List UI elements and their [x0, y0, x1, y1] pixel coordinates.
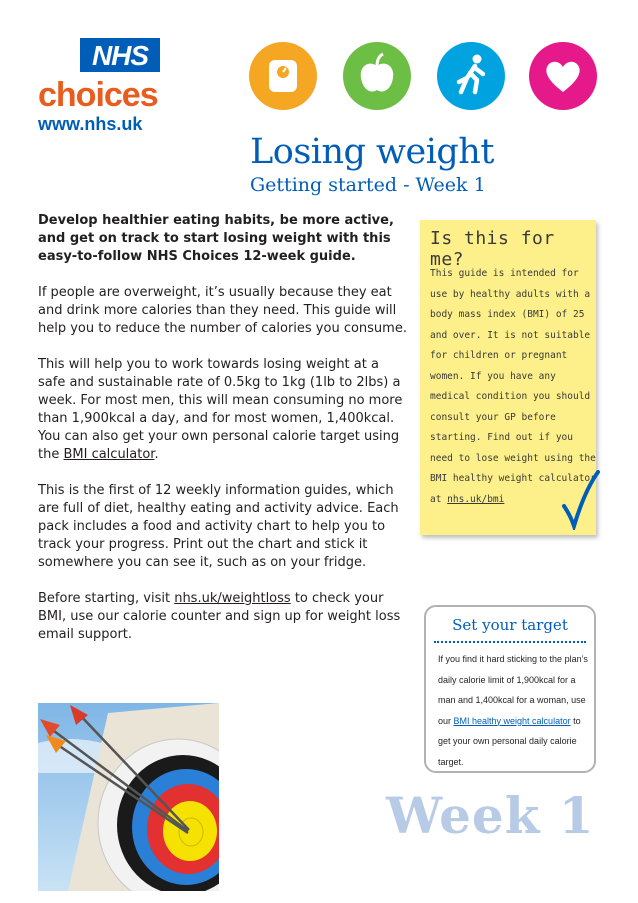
page-title: Losing weight [250, 132, 494, 172]
running-person-icon [437, 42, 505, 110]
target-title: Set your target [452, 616, 568, 634]
paragraph-before-starting-end: to check your BMI, use our calorie counter and sign up for weight loss email support. [38, 591, 401, 642]
checkmark-icon [560, 470, 600, 530]
paragraph-weight-rate-text: This will help you to work towards losing weight at a safe and sustainable rate of 0.5kg to 1kg (1lb to 2lbs) a week. For most men, this will mean consuming no more than 1,900kcal a day, and for most women, 1,400kcal. You can also get your own personal calorie target using the [38, 357, 403, 462]
paragraph-weight-rate [38, 356, 410, 464]
nhs-logo-text: NHS [91, 40, 149, 71]
week-label: Week 1 [386, 786, 595, 845]
lead-paragraph: Develop healthier eating habits, be more active, and get on track to start losing weight with this easy-to-follow NHS Choices 12-week guide. [38, 213, 394, 264]
page-subtitle: Getting started - Week 1 [250, 174, 486, 196]
paragraph-overweight: If people are overweight, it’s usually because they eat and drink more calories than they need. This guide will help you to reduce the number of calories you consume. [38, 285, 407, 336]
bmi-healthy-weight-calculator-link[interactable]: BMI healthy weight calculator [453, 715, 571, 726]
apple-icon [343, 42, 411, 110]
bmi-link[interactable]: nhs.uk/bmi [447, 493, 505, 505]
dotted-divider [434, 641, 586, 643]
paragraph-before-starting-text: Before starting, visit [38, 591, 175, 606]
nhs-logo-box [80, 38, 160, 72]
is-this-for-me-note [420, 220, 596, 535]
paragraph-weekly-guides: This is the first of 12 weekly information guides, which are full of diet, healthy eating and activity advice. Each pack includes a food and activity chart to help you to track your progress. Print out the chart and stick it somewhere you can see it, such as on your fridge. [38, 483, 399, 570]
set-your-target-box [424, 605, 596, 773]
heart-icon [529, 42, 597, 110]
scales-icon [249, 42, 317, 110]
target-arrows-photo [38, 703, 219, 891]
choices-logo-text: choices [38, 76, 158, 114]
body-text [38, 212, 410, 662]
target-body: If you find it hard sticking to the plan’s daily calorie limit of 1,900kcal for a man and 1,400kcal for a woman, use our [438, 654, 588, 726]
target-body-end: to get your own personal daily calorie target. [438, 715, 581, 767]
note-body: This guide is intended for use by healthy adults with a body mass index (BMI) of 25 and over. It is not suitable for children or pregnant women. If you have any medical condition you should consult your GP before starting. Find out if you need to lose weight using the BMI healthy weight calculator at [430, 268, 596, 505]
weightloss-link[interactable]: nhs.uk/weightloss [174, 591, 291, 606]
note-title: Is this for me? [430, 228, 555, 270]
bmi-calculator-link[interactable]: BMI calculator [63, 447, 155, 462]
target-text [438, 649, 594, 772]
paragraph-before-starting [38, 590, 410, 644]
paragraph-weight-rate-end: . [154, 447, 159, 462]
nhs-choices-logo [38, 38, 163, 138]
website-url: www.nhs.uk [38, 114, 143, 134]
